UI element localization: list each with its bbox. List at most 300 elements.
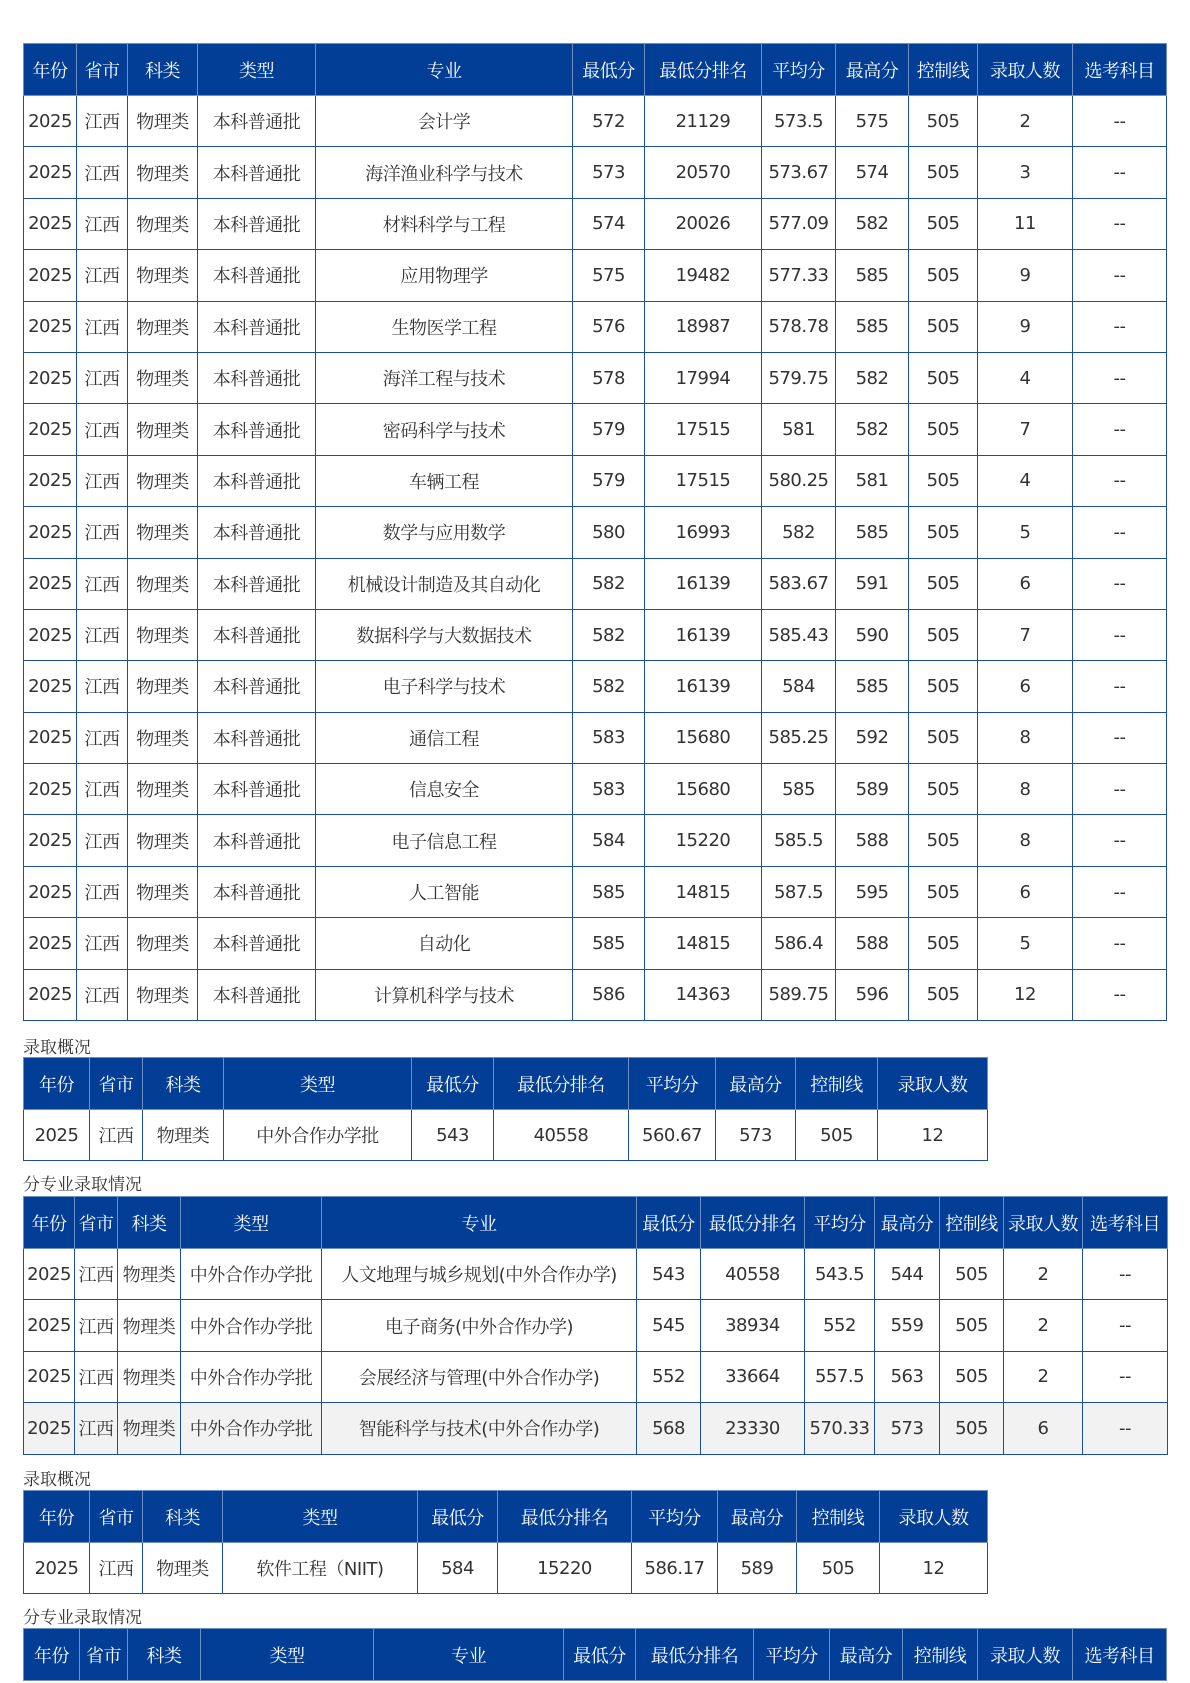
cell-subject-type: 物理类 bbox=[128, 507, 198, 558]
cell-year: 2025 bbox=[24, 455, 77, 506]
cell-control-line: 505 bbox=[909, 558, 978, 609]
cell-subject-type: 物理类 bbox=[128, 558, 198, 609]
cell-admitted-count: 2 bbox=[1004, 1249, 1083, 1300]
cell-avg-score: 570.33 bbox=[805, 1403, 875, 1454]
cell-min-score: 568 bbox=[637, 1403, 701, 1454]
cell-avg-score: 589.75 bbox=[762, 969, 836, 1020]
cell-min-score: 582 bbox=[573, 609, 645, 660]
cell-subject-type: 物理类 bbox=[128, 352, 198, 403]
column-header-max-score: 最高分 bbox=[716, 1058, 796, 1110]
cell-year: 2025 bbox=[24, 1249, 75, 1300]
table-row bbox=[24, 918, 1167, 969]
cell-required-subjects: -- bbox=[1073, 918, 1167, 969]
cell-min-score: 572 bbox=[573, 96, 645, 147]
cell-max-score: 582 bbox=[836, 198, 909, 249]
cell-subject-type: 物理类 bbox=[128, 301, 198, 352]
column-header-admitted-count: 录取人数 bbox=[1004, 1197, 1083, 1249]
table-row bbox=[24, 969, 1167, 1020]
column-header-batch: 类型 bbox=[198, 44, 316, 96]
cell-min-score: 582 bbox=[573, 661, 645, 712]
cell-avg-score: 578.78 bbox=[762, 301, 836, 352]
cell-control-line: 505 bbox=[940, 1249, 1004, 1300]
cell-admitted-count: 8 bbox=[978, 815, 1073, 866]
cell-min-rank: 15220 bbox=[498, 1543, 632, 1594]
cell-avg-score: 543.5 bbox=[805, 1249, 875, 1300]
cell-major: 海洋工程与技术 bbox=[316, 352, 573, 403]
cell-required-subjects: -- bbox=[1073, 96, 1167, 147]
cell-subject-type: 物理类 bbox=[128, 866, 198, 917]
cell-control-line: 505 bbox=[909, 661, 978, 712]
cell-avg-score: 579.75 bbox=[762, 352, 836, 403]
cell-admitted-count: 12 bbox=[978, 969, 1073, 1020]
cell-major: 密码科学与技术 bbox=[316, 404, 573, 455]
cell-year: 2025 bbox=[24, 609, 77, 660]
cell-province: 江西 bbox=[77, 507, 128, 558]
cell-admitted-count: 9 bbox=[978, 250, 1073, 301]
section-label-by-major-2: 分专业录取情况 bbox=[23, 1608, 142, 1628]
cell-min-rank: 14815 bbox=[645, 866, 762, 917]
cell-batch: 本科普通批 bbox=[198, 866, 316, 917]
cell-batch: 本科普通批 bbox=[198, 609, 316, 660]
cell-max-score: 544 bbox=[875, 1249, 940, 1300]
cell-province: 江西 bbox=[77, 918, 128, 969]
cell-province: 江西 bbox=[75, 1351, 118, 1402]
cell-max-score: 592 bbox=[836, 712, 909, 763]
cell-province: 江西 bbox=[77, 455, 128, 506]
cell-batch: 本科普通批 bbox=[198, 661, 316, 712]
cell-year: 2025 bbox=[24, 1543, 90, 1594]
cell-max-score: 588 bbox=[836, 918, 909, 969]
cell-admitted-count: 2 bbox=[1004, 1300, 1083, 1351]
cell-avg-score: 585.25 bbox=[762, 712, 836, 763]
cell-max-score: 581 bbox=[836, 455, 909, 506]
table-row bbox=[24, 661, 1167, 712]
cell-control-line: 505 bbox=[909, 712, 978, 763]
cell-major: 信息安全 bbox=[316, 764, 573, 815]
cell-max-score: 574 bbox=[836, 147, 909, 198]
cell-admitted-count: 11 bbox=[978, 198, 1073, 249]
column-header-control-line: 控制线 bbox=[940, 1197, 1004, 1249]
cell-required-subjects: -- bbox=[1073, 712, 1167, 763]
cell-major: 车辆工程 bbox=[316, 455, 573, 506]
header-row bbox=[24, 44, 1167, 96]
table-row bbox=[24, 1543, 988, 1594]
cell-province: 江西 bbox=[77, 404, 128, 455]
cell-max-score: 559 bbox=[875, 1300, 940, 1351]
cell-min-rank: 38934 bbox=[701, 1300, 805, 1351]
column-header-admitted-count: 录取人数 bbox=[978, 44, 1073, 96]
cell-batch: 本科普通批 bbox=[198, 918, 316, 969]
cell-admitted-count: 7 bbox=[978, 609, 1073, 660]
column-header-min-score: 最低分 bbox=[637, 1197, 701, 1249]
column-header-avg-score: 平均分 bbox=[805, 1197, 875, 1249]
cell-province: 江西 bbox=[77, 815, 128, 866]
cell-avg-score: 586.4 bbox=[762, 918, 836, 969]
cell-batch: 本科普通批 bbox=[198, 558, 316, 609]
cell-subject-type: 物理类 bbox=[118, 1403, 181, 1454]
column-header-max-score: 最高分 bbox=[718, 1491, 797, 1543]
cell-required-subjects: -- bbox=[1073, 969, 1167, 1020]
cell-province: 江西 bbox=[90, 1543, 143, 1594]
cell-min-score: 575 bbox=[573, 250, 645, 301]
cell-batch: 中外合作办学批 bbox=[181, 1403, 322, 1454]
cell-admitted-count: 6 bbox=[978, 661, 1073, 712]
table-row bbox=[24, 1110, 988, 1161]
cell-batch: 本科普通批 bbox=[198, 352, 316, 403]
cell-admitted-count: 5 bbox=[978, 918, 1073, 969]
cell-min-rank: 19482 bbox=[645, 250, 762, 301]
cell-min-score: 579 bbox=[573, 455, 645, 506]
cell-control-line: 505 bbox=[909, 866, 978, 917]
cell-province: 江西 bbox=[77, 198, 128, 249]
cell-subject-type: 物理类 bbox=[128, 455, 198, 506]
cell-min-score: 573 bbox=[573, 147, 645, 198]
cell-major: 海洋渔业科学与技术 bbox=[316, 147, 573, 198]
column-header-avg-score: 平均分 bbox=[629, 1058, 716, 1110]
cell-subject-type: 物理类 bbox=[128, 198, 198, 249]
cell-max-score: 596 bbox=[836, 969, 909, 1020]
cell-min-rank: 17515 bbox=[645, 404, 762, 455]
cell-required-subjects: -- bbox=[1073, 404, 1167, 455]
cell-control-line: 505 bbox=[909, 609, 978, 660]
cell-avg-score: 552 bbox=[805, 1300, 875, 1351]
cell-province: 江西 bbox=[77, 661, 128, 712]
cell-province: 江西 bbox=[77, 96, 128, 147]
column-header-province: 省市 bbox=[77, 44, 128, 96]
cell-required-subjects: -- bbox=[1073, 609, 1167, 660]
cell-max-score: 590 bbox=[836, 609, 909, 660]
column-header-min-score: 最低分 bbox=[418, 1491, 498, 1543]
cell-min-rank: 15680 bbox=[645, 712, 762, 763]
cell-admitted-count: 6 bbox=[1004, 1403, 1083, 1454]
cell-min-score: 579 bbox=[573, 404, 645, 455]
cell-min-rank: 16993 bbox=[645, 507, 762, 558]
cell-admitted-count: 4 bbox=[978, 352, 1073, 403]
cell-control-line: 505 bbox=[909, 815, 978, 866]
column-header-subject-type: 科类 bbox=[143, 1058, 224, 1110]
cell-min-score: 584 bbox=[418, 1543, 498, 1594]
cell-min-score: 543 bbox=[637, 1249, 701, 1300]
cell-required-subjects: -- bbox=[1073, 198, 1167, 249]
cell-subject-type: 物理类 bbox=[118, 1300, 181, 1351]
cell-required-subjects: -- bbox=[1083, 1249, 1168, 1300]
cell-batch: 本科普通批 bbox=[198, 198, 316, 249]
cell-min-rank: 23330 bbox=[701, 1403, 805, 1454]
cell-province: 江西 bbox=[77, 609, 128, 660]
cell-major: 会展经济与管理(中外合作办学) bbox=[322, 1351, 637, 1402]
cell-control-line: 505 bbox=[940, 1300, 1004, 1351]
table-row bbox=[24, 1403, 1168, 1454]
cell-min-rank: 15680 bbox=[645, 764, 762, 815]
cell-major: 数学与应用数学 bbox=[316, 507, 573, 558]
cell-year: 2025 bbox=[24, 815, 77, 866]
cell-control-line: 505 bbox=[940, 1403, 1004, 1454]
column-header-year: 年份 bbox=[24, 1491, 90, 1543]
column-header-max-score: 最高分 bbox=[875, 1197, 940, 1249]
cell-major: 电子科学与技术 bbox=[316, 661, 573, 712]
cell-avg-score: 585 bbox=[762, 764, 836, 815]
cell-avg-score: 583.67 bbox=[762, 558, 836, 609]
cell-max-score: 591 bbox=[836, 558, 909, 609]
cell-batch: 本科普通批 bbox=[198, 96, 316, 147]
cell-avg-score: 580.25 bbox=[762, 455, 836, 506]
cell-admitted-count: 5 bbox=[978, 507, 1073, 558]
cell-major: 通信工程 bbox=[316, 712, 573, 763]
table-row bbox=[24, 455, 1167, 506]
cell-required-subjects: -- bbox=[1073, 815, 1167, 866]
cell-year: 2025 bbox=[24, 1351, 75, 1402]
cell-year: 2025 bbox=[24, 764, 77, 815]
cell-min-score: 586 bbox=[573, 969, 645, 1020]
cell-year: 2025 bbox=[24, 507, 77, 558]
cell-min-rank: 16139 bbox=[645, 661, 762, 712]
cell-control-line: 505 bbox=[909, 147, 978, 198]
cell-min-rank: 15220 bbox=[645, 815, 762, 866]
table-row bbox=[24, 1351, 1168, 1402]
cell-min-score: 578 bbox=[573, 352, 645, 403]
cell-admitted-count: 6 bbox=[978, 558, 1073, 609]
cell-year: 2025 bbox=[24, 352, 77, 403]
cell-subject-type: 物理类 bbox=[118, 1249, 181, 1300]
cell-province: 江西 bbox=[77, 147, 128, 198]
cell-min-score: 580 bbox=[573, 507, 645, 558]
cell-avg-score: 560.67 bbox=[629, 1110, 716, 1161]
cell-min-score: 576 bbox=[573, 301, 645, 352]
table-row bbox=[24, 96, 1167, 147]
column-header-batch: 类型 bbox=[201, 1629, 374, 1681]
cell-batch: 中外合作办学批 bbox=[181, 1249, 322, 1300]
cell-batch: 本科普通批 bbox=[198, 455, 316, 506]
cell-min-score: 582 bbox=[573, 558, 645, 609]
section-label-summary-2: 录取概况 bbox=[23, 1470, 91, 1490]
cell-avg-score: 585.5 bbox=[762, 815, 836, 866]
column-header-max-score: 最高分 bbox=[830, 1629, 903, 1681]
column-header-avg-score: 平均分 bbox=[754, 1629, 830, 1681]
table-row bbox=[24, 609, 1167, 660]
cell-required-subjects: -- bbox=[1073, 301, 1167, 352]
cell-year: 2025 bbox=[24, 661, 77, 712]
cell-avg-score: 573.5 bbox=[762, 96, 836, 147]
cell-min-score: 585 bbox=[573, 866, 645, 917]
table-row bbox=[24, 764, 1167, 815]
cell-required-subjects: -- bbox=[1073, 558, 1167, 609]
column-header-major: 专业 bbox=[374, 1629, 564, 1681]
column-header-min-rank: 最低分排名 bbox=[701, 1197, 805, 1249]
table-row bbox=[24, 301, 1167, 352]
cell-subject-type: 物理类 bbox=[118, 1351, 181, 1402]
column-header-major: 专业 bbox=[322, 1197, 637, 1249]
column-header-subject-type: 科类 bbox=[128, 1629, 201, 1681]
cell-year: 2025 bbox=[24, 301, 77, 352]
cell-province: 江西 bbox=[75, 1249, 118, 1300]
cell-major: 智能科学与技术(中外合作办学) bbox=[322, 1403, 637, 1454]
section-label-summary: 录取概况 bbox=[23, 1038, 91, 1058]
table-row bbox=[24, 1249, 1168, 1300]
cell-required-subjects: -- bbox=[1073, 764, 1167, 815]
cell-min-rank: 17515 bbox=[645, 455, 762, 506]
cell-min-rank: 14363 bbox=[645, 969, 762, 1020]
column-header-min-rank: 最低分排名 bbox=[498, 1491, 632, 1543]
cell-province: 江西 bbox=[75, 1300, 118, 1351]
header-row bbox=[24, 1197, 1168, 1249]
cell-province: 江西 bbox=[77, 301, 128, 352]
cell-admitted-count: 2 bbox=[1004, 1351, 1083, 1402]
cell-batch: 中外合作办学批 bbox=[181, 1300, 322, 1351]
cell-major: 生物医学工程 bbox=[316, 301, 573, 352]
cell-province: 江西 bbox=[77, 866, 128, 917]
column-header-province: 省市 bbox=[75, 1197, 118, 1249]
cell-subject-type: 物理类 bbox=[128, 96, 198, 147]
cell-province: 江西 bbox=[77, 764, 128, 815]
cell-year: 2025 bbox=[24, 558, 77, 609]
cell-required-subjects: -- bbox=[1083, 1403, 1168, 1454]
column-header-min-rank: 最低分排名 bbox=[636, 1629, 754, 1681]
cell-min-rank: 20026 bbox=[645, 198, 762, 249]
cell-min-score: 583 bbox=[573, 764, 645, 815]
cell-major: 人工智能 bbox=[316, 866, 573, 917]
column-header-required-subjects: 选考科目 bbox=[1073, 1629, 1167, 1681]
header-row bbox=[24, 1629, 1167, 1681]
column-header-admitted-count: 录取人数 bbox=[878, 1058, 988, 1110]
column-header-batch: 类型 bbox=[223, 1491, 418, 1543]
cell-max-score: 585 bbox=[836, 301, 909, 352]
cell-major: 人文地理与城乡规划(中外合作办学) bbox=[322, 1249, 637, 1300]
cell-year: 2025 bbox=[24, 969, 77, 1020]
column-header-subject-type: 科类 bbox=[128, 44, 198, 96]
cell-required-subjects: -- bbox=[1083, 1300, 1168, 1351]
cell-year: 2025 bbox=[24, 866, 77, 917]
cell-control-line: 505 bbox=[940, 1351, 1004, 1402]
cell-required-subjects: -- bbox=[1083, 1351, 1168, 1402]
cell-subject-type: 物理类 bbox=[128, 404, 198, 455]
admission-summary-table-sino-foreign bbox=[23, 1057, 988, 1161]
cell-subject-type: 物理类 bbox=[128, 918, 198, 969]
cell-min-score: 583 bbox=[573, 712, 645, 763]
column-header-required-subjects: 选考科目 bbox=[1073, 44, 1167, 96]
cell-batch: 本科普通批 bbox=[198, 301, 316, 352]
cell-control-line: 505 bbox=[909, 764, 978, 815]
table-row bbox=[24, 1300, 1168, 1351]
cell-admitted-count: 3 bbox=[978, 147, 1073, 198]
column-header-admitted-count: 录取人数 bbox=[978, 1629, 1073, 1681]
column-header-max-score: 最高分 bbox=[836, 44, 909, 96]
table-row bbox=[24, 507, 1167, 558]
cell-batch: 本科普通批 bbox=[198, 250, 316, 301]
cell-subject-type: 物理类 bbox=[128, 764, 198, 815]
table-row bbox=[24, 250, 1167, 301]
column-header-subject-type: 科类 bbox=[118, 1197, 181, 1249]
cell-batch: 本科普通批 bbox=[198, 147, 316, 198]
cell-avg-score: 573.67 bbox=[762, 147, 836, 198]
table-row bbox=[24, 712, 1167, 763]
cell-min-score: 543 bbox=[412, 1110, 494, 1161]
cell-control-line: 505 bbox=[909, 301, 978, 352]
cell-min-score: 552 bbox=[637, 1351, 701, 1402]
cell-batch: 本科普通批 bbox=[198, 764, 316, 815]
column-header-province: 省市 bbox=[80, 1629, 128, 1681]
column-header-control-line: 控制线 bbox=[796, 1058, 878, 1110]
cell-subject-type: 物理类 bbox=[128, 609, 198, 660]
column-header-batch: 类型 bbox=[224, 1058, 412, 1110]
cell-min-rank: 17994 bbox=[645, 352, 762, 403]
cell-required-subjects: -- bbox=[1073, 147, 1167, 198]
cell-major: 自动化 bbox=[316, 918, 573, 969]
cell-max-score: 585 bbox=[836, 661, 909, 712]
table-row bbox=[24, 147, 1167, 198]
cell-year: 2025 bbox=[24, 1300, 75, 1351]
cell-province: 江西 bbox=[77, 250, 128, 301]
cell-required-subjects: -- bbox=[1073, 455, 1167, 506]
cell-year: 2025 bbox=[24, 147, 77, 198]
cell-max-score: 588 bbox=[836, 815, 909, 866]
cell-max-score: 573 bbox=[875, 1403, 940, 1454]
cell-min-rank: 14815 bbox=[645, 918, 762, 969]
cell-avg-score: 577.33 bbox=[762, 250, 836, 301]
cell-min-rank: 21129 bbox=[645, 96, 762, 147]
cell-year: 2025 bbox=[24, 96, 77, 147]
header-row bbox=[24, 1491, 988, 1543]
cell-province: 江西 bbox=[77, 558, 128, 609]
column-header-min-score: 最低分 bbox=[573, 44, 645, 96]
major-admission-table-niit bbox=[23, 1628, 1167, 1681]
cell-min-rank: 18987 bbox=[645, 301, 762, 352]
cell-batch: 中外合作办学批 bbox=[181, 1351, 322, 1402]
section-label-by-major: 分专业录取情况 bbox=[23, 1175, 142, 1195]
table-row bbox=[24, 866, 1167, 917]
cell-control-line: 505 bbox=[909, 96, 978, 147]
cell-major: 数据科学与大数据技术 bbox=[316, 609, 573, 660]
header-row bbox=[24, 1058, 988, 1110]
cell-required-subjects: -- bbox=[1073, 250, 1167, 301]
cell-max-score: 585 bbox=[836, 250, 909, 301]
cell-admitted-count: 8 bbox=[978, 764, 1073, 815]
table-row bbox=[24, 404, 1167, 455]
cell-admitted-count: 12 bbox=[878, 1110, 988, 1161]
cell-batch: 本科普通批 bbox=[198, 712, 316, 763]
cell-min-score: 585 bbox=[573, 918, 645, 969]
cell-avg-score: 581 bbox=[762, 404, 836, 455]
cell-major: 电子商务(中外合作办学) bbox=[322, 1300, 637, 1351]
cell-min-rank: 16139 bbox=[645, 609, 762, 660]
cell-max-score: 575 bbox=[836, 96, 909, 147]
cell-avg-score: 584 bbox=[762, 661, 836, 712]
cell-control-line: 505 bbox=[909, 198, 978, 249]
cell-avg-score: 557.5 bbox=[805, 1351, 875, 1402]
cell-max-score: 589 bbox=[836, 764, 909, 815]
cell-batch: 本科普通批 bbox=[198, 404, 316, 455]
admission-summary-table-niit bbox=[23, 1490, 988, 1594]
cell-subject-type: 物理类 bbox=[128, 712, 198, 763]
cell-min-score: 574 bbox=[573, 198, 645, 249]
cell-control-line: 505 bbox=[909, 250, 978, 301]
column-header-province: 省市 bbox=[90, 1491, 143, 1543]
column-header-batch: 类型 bbox=[181, 1197, 322, 1249]
cell-major: 会计学 bbox=[316, 96, 573, 147]
cell-subject-type: 物理类 bbox=[128, 661, 198, 712]
column-header-major: 专业 bbox=[316, 44, 573, 96]
column-header-year: 年份 bbox=[24, 1058, 90, 1110]
cell-batch: 软件工程（NIIT) bbox=[223, 1543, 418, 1594]
cell-year: 2025 bbox=[24, 198, 77, 249]
cell-year: 2025 bbox=[24, 1403, 75, 1454]
cell-year: 2025 bbox=[24, 712, 77, 763]
column-header-avg-score: 平均分 bbox=[762, 44, 836, 96]
cell-subject-type: 物理类 bbox=[128, 250, 198, 301]
cell-required-subjects: -- bbox=[1073, 661, 1167, 712]
cell-min-score: 545 bbox=[637, 1300, 701, 1351]
cell-admitted-count: 8 bbox=[978, 712, 1073, 763]
column-header-avg-score: 平均分 bbox=[632, 1491, 718, 1543]
